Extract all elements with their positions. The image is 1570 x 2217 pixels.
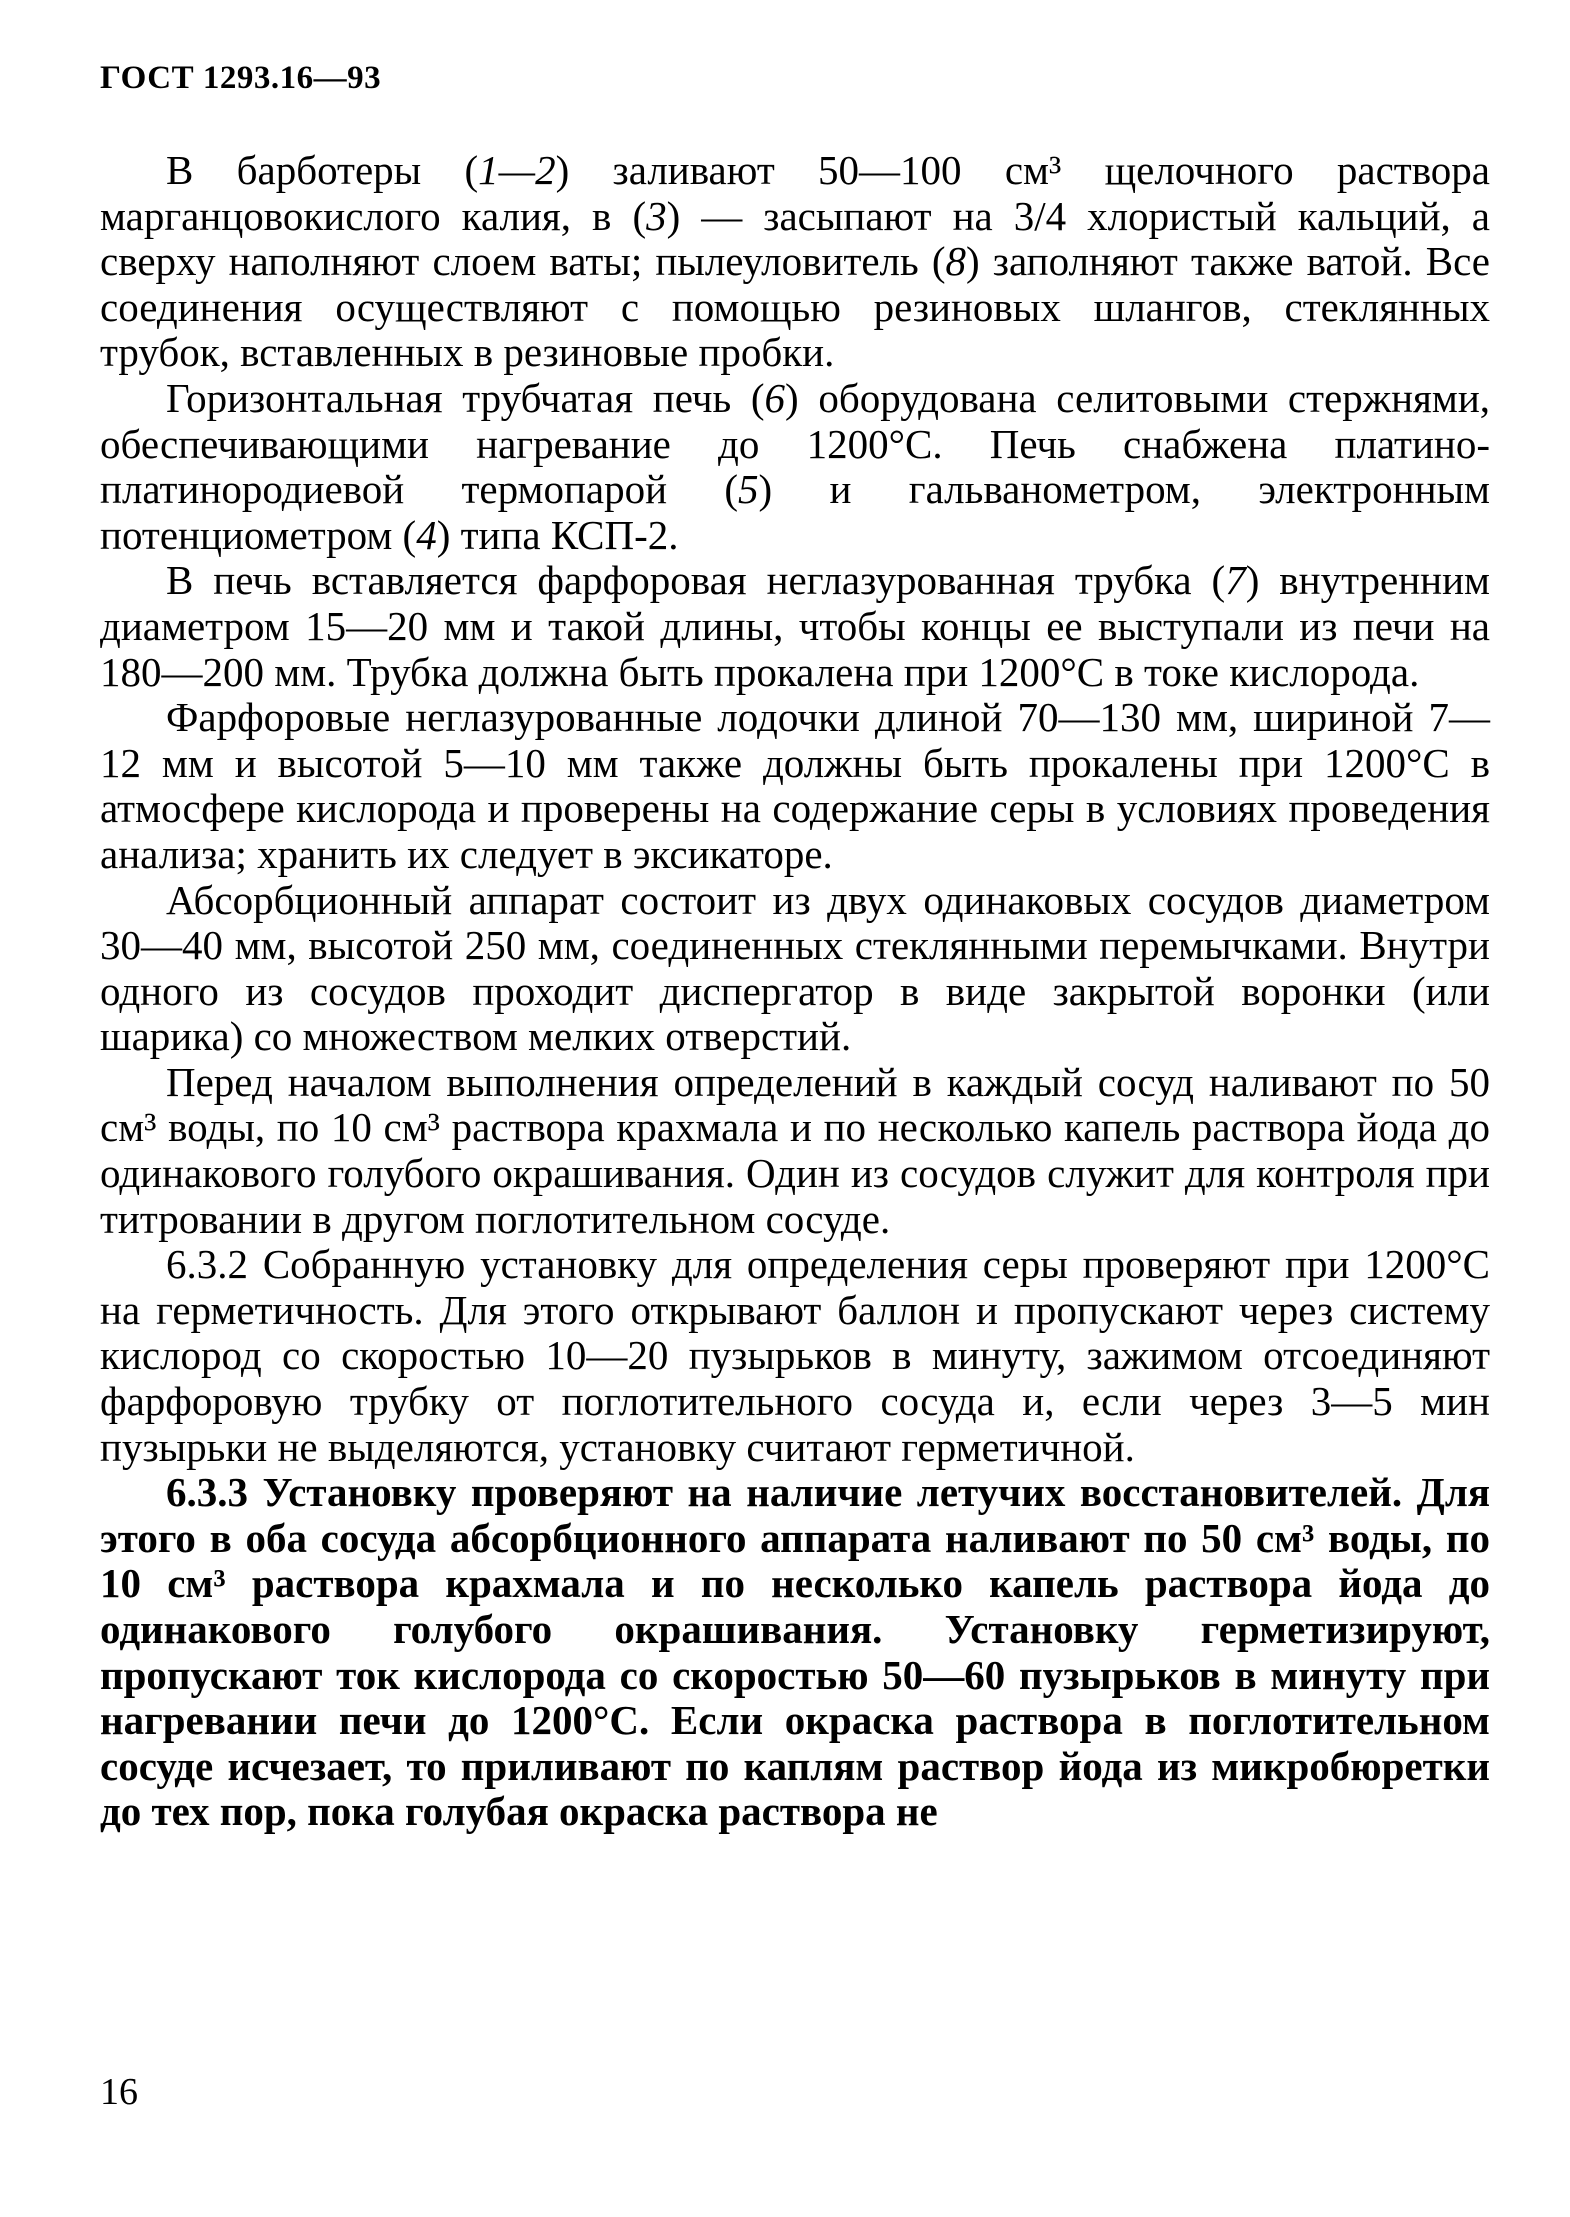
figure-reference: 3 — [646, 192, 667, 239]
text-segment: ) оборудована селитовыми стержнями, обеспечивающими нагревание до 1200°С. Печь снабжена платино-платинородиевой термопарой ( — [100, 374, 1491, 513]
text-segment: ) заливают 50—100 см³ щелочного раствора марганцовокислого калия, в ( — [100, 147, 1490, 239]
text-segment: ) заполняют также ватой. Все соединения осуществляют с помощью резиновых шлангов, стеклянных трубок, вставленных в резиновые пробки. — [100, 238, 1491, 376]
text-segment: В печь вставляется фарфоровая неглазурованная трубка ( — [166, 557, 1226, 604]
body-text — [100, 148, 1490, 1835]
figure-reference: 4 — [416, 511, 437, 558]
text-segment: В барботеры ( — [166, 147, 479, 193]
text-segment: ) типа КСП-2. — [436, 511, 679, 558]
paragraph-section-6-3-3 — [100, 1470, 1490, 1835]
figure-reference: 7 — [1225, 557, 1246, 604]
text-segment: Перед началом выполнения определений в каждый сосуд наливают по 50 см³ воды, по 10 см³ раствора крахмала и по несколько капель раствора йода до одинакового голубого окрашивания. Один из сосудов служит для контроля при титровании в другом поглотительном сосуде. — [100, 1058, 1490, 1242]
text-segment: ) внутренним диаметром 15—20 мм и такой длины, чтобы концы ее выступали из печи на 180—200 мм. Трубка должна быть прокалена при 1200°С в токе кислорода. — [100, 557, 1490, 695]
figure-reference: 1—2 — [478, 147, 556, 193]
figure-reference: 6 — [764, 374, 786, 421]
paragraph-furnace — [100, 376, 1490, 558]
text-segment: 6.3.2 Собранную установку для определения серы проверяют при 1200°С на герметичность. Для этого открывают баллон и пропускают через систему кислород со скоростью 10—20 пузырьков в минуту, зажимом отсоединяют фарфоровую трубку от поглотительного сосуда и, если через 3—5 мин пузырьки не выделяются, установку считают герметичной. — [100, 1241, 1490, 1470]
page-number: 16 — [100, 2071, 138, 2113]
figure-reference: 8 — [945, 238, 967, 285]
paragraph-porcelain-boats — [100, 695, 1490, 877]
paragraph-section-6-3-2 — [100, 1242, 1490, 1470]
text-segment: ) и гальванометром, электронным потенциометром ( — [100, 466, 1491, 558]
text-segment: Фарфоровые неглазурованные лодочки длиной 70—130 мм, шириной 7—12 мм и высотой 5—10 мм также должны быть прокалены при 1200°С в атмосфере кислорода и проверены на содержание серы в условиях проведения анализа; хранить их следует в эксикаторе. — [100, 694, 1490, 877]
paragraph-vessel-preparation — [100, 1060, 1490, 1242]
paragraph-absorption-apparatus — [100, 878, 1490, 1060]
figure-reference: 5 — [738, 466, 759, 513]
document-code-header: ГОСТ 1293.16—93 — [100, 60, 382, 96]
text-segment: Абсорбционный аппарат состоит из двух одинаковых сосудов диаметром 30—40 мм, высотой 250 мм, соединенных стеклянными перемычками. Внутри одного из сосудов проходит диспергатор в виде закрытой воронки (или шарика) со множеством мелких отверстий. — [100, 876, 1490, 1060]
paragraph-barbotery — [100, 148, 1490, 376]
paragraph-porcelain-tube — [100, 558, 1490, 695]
text-segment: Горизонтальная трубчатая печь ( — [166, 374, 765, 421]
text-segment: 6.3.3 Установку проверяют на наличие летучих восстановителей. Для этого в оба сосуда абсорбционного аппарата наливают по 50 см³ воды, по 10 см³ раствора крахмала и по несколько капель раствора йода до одинакового голубого окрашивания. Установку герметизируют, пропускают ток кислорода со скоростью 50—60 пузырьков в минуту при нагревании печи до 1200°С. Если окраска раствора в поглотительном сосуде исчезает, то приливают по каплям раствор йода из микробюретки до тех пор, пока голубая окраска раствора не — [100, 1469, 1490, 1835]
text-segment: ) — засыпают на 3/4 хлористый кальций, а сверху наполняют слоем ваты; пылеуловитель ( — [100, 192, 1490, 285]
